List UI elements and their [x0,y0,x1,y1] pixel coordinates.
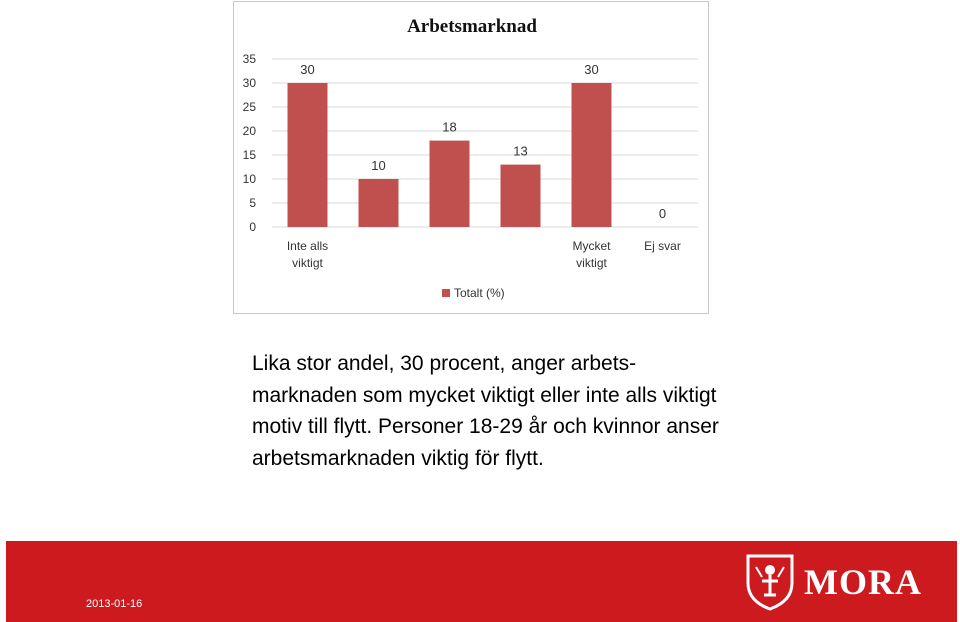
logo-text: MORA [804,562,922,602]
data-label: 30 [300,62,315,77]
data-label: 10 [371,158,386,173]
x-tick-label: viktigt [576,256,607,270]
data-label: 18 [442,119,457,135]
y-tick-label: 15 [242,148,256,162]
footer-bar [6,541,957,622]
y-tick-label: 0 [249,220,256,234]
bar [359,179,399,227]
footer-date: 2013-01-16 [86,598,143,610]
legend-swatch [442,289,450,297]
x-tick-label: Ej svar [644,239,681,253]
bar-chart [234,2,710,315]
bar [288,83,328,227]
data-label: 30 [584,62,599,77]
x-tick-label: Mycket [572,239,611,253]
x-tick-label: viktigt [292,256,323,270]
legend-label: Totalt (%) [454,286,505,300]
chart-title: Arbetsmarknad [407,16,537,37]
chart-frame [233,1,709,314]
data-label: 13 [513,143,528,159]
y-tick-label: 35 [242,52,256,66]
y-tick-label: 20 [242,124,256,138]
y-tick-label: 5 [249,196,256,210]
y-tick-label: 10 [242,172,256,186]
data-label: 0 [658,206,667,221]
bar [572,83,612,227]
bar [501,165,541,227]
y-tick-label: 30 [242,76,256,90]
legend [442,286,505,300]
bar [430,141,470,227]
mora-seal-icon [744,553,796,611]
x-tick-label: Inte alls [286,239,329,253]
y-tick-label: 25 [242,100,256,114]
slide-body-text: Lika stor andel, 30 procent, anger arbets-marknaden som mycket viktigt eller inte alls viktigt motiv till flytt. Personer 18-29 år och kvinnor anser arbetsmarknaden viktig för flytt. [252,352,719,470]
